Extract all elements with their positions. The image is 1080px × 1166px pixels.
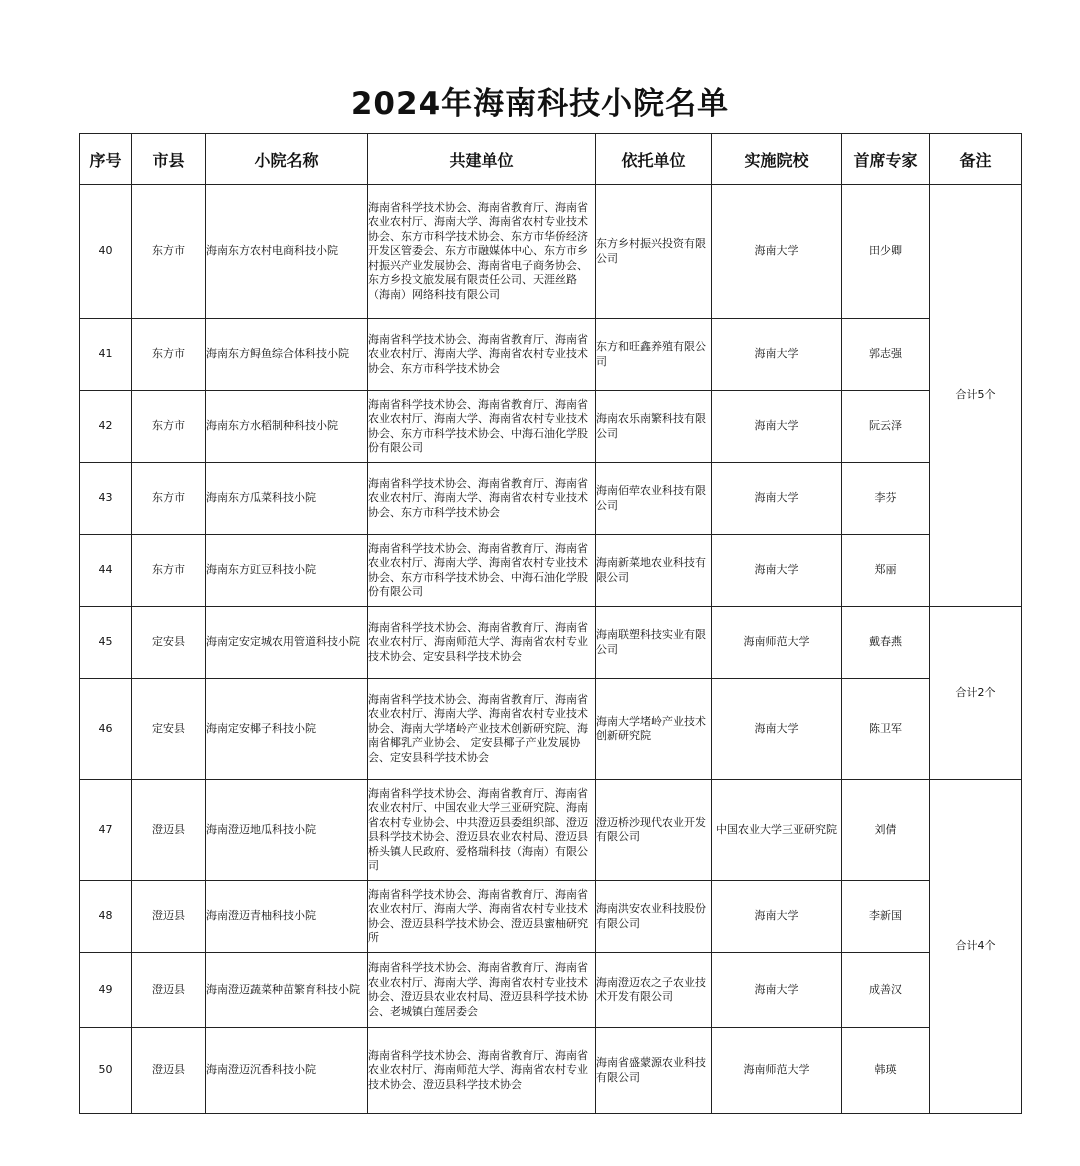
cell-partners: 海南省科学技术协会、海南省教育厅、海南省农业农村厅、海南师范大学、海南省农村专业技术协会、澄迈县科学技术协会 xyxy=(368,1028,596,1114)
cell-name: 海南澄迈青柚科技小院 xyxy=(206,881,368,953)
cell-school: 中国农业大学三亚研究院 xyxy=(712,780,842,881)
cell-no: 49 xyxy=(80,953,132,1028)
cell-county: 东方市 xyxy=(132,391,206,463)
cell-remark: 合计5个 xyxy=(930,185,1022,607)
cell-name: 海南东方豇豆科技小院 xyxy=(206,535,368,607)
cell-partners: 海南省科学技术协会、海南省教育厅、海南省农业农村厅、海南师范大学、海南省农村专业技术协会、定安县科学技术协会 xyxy=(368,607,596,679)
cell-expert: 陈卫军 xyxy=(842,679,930,780)
cell-partners: 海南省科学技术协会、海南省教育厅、海南省农业农村厅、海南大学、海南省农村专业技术协会、东方市科学技术协会、中海石油化学股份有限公司 xyxy=(368,391,596,463)
cell-county: 澄迈县 xyxy=(132,780,206,881)
cell-partners: 海南省科学技术协会、海南省教育厅、海南省农业农村厅、海南大学、海南省农村专业技术协会、东方市科学技术协会、中海石油化学股份有限公司 xyxy=(368,535,596,607)
cell-host: 海南新菜地农业科技有限公司 xyxy=(596,535,712,607)
cell-host: 海南佰荦农业科技有限公司 xyxy=(596,463,712,535)
cell-county: 澄迈县 xyxy=(132,881,206,953)
cell-no: 40 xyxy=(80,185,132,319)
cell-no: 41 xyxy=(80,319,132,391)
cell-partners: 海南省科学技术协会、海南省教育厅、海南省农业农村厅、海南大学、海南省农村专业技术协会、东方市科学技术协会、东方市华侨经济开发区管委会、东方市融媒体中心、东方市乡村振兴产业发展协会、海南省电子商务协会、东方乡投文旅发展有限责任公司、天涯丝路（海南）网络科技有限公司 xyxy=(368,185,596,319)
cell-school: 海南大学 xyxy=(712,679,842,780)
table-row xyxy=(80,185,1022,319)
cell-expert: 刘倩 xyxy=(842,780,930,881)
header-expert: 首席专家 xyxy=(842,134,930,185)
table-row xyxy=(80,607,1022,679)
cell-partners: 海南省科学技术协会、海南省教育厅、海南省农业农村厅、海南大学、海南省农村专业技术协会、海南大学堵岭产业技术创新研究院、海南省椰乳产业协会、 定安县椰子产业发展协会、定安县科学技术协会 xyxy=(368,679,596,780)
cell-no: 45 xyxy=(80,607,132,679)
cell-school: 海南大学 xyxy=(712,319,842,391)
table-row xyxy=(80,1028,1022,1114)
cell-county: 东方市 xyxy=(132,463,206,535)
cell-county: 东方市 xyxy=(132,319,206,391)
cell-no: 42 xyxy=(80,391,132,463)
header-name: 小院名称 xyxy=(206,134,368,185)
cell-county: 定安县 xyxy=(132,679,206,780)
header-county: 市县 xyxy=(132,134,206,185)
header-remark: 备注 xyxy=(930,134,1022,185)
cell-school: 海南大学 xyxy=(712,535,842,607)
cell-name: 海南东方农村电商科技小院 xyxy=(206,185,368,319)
cell-partners: 海南省科学技术协会、海南省教育厅、海南省农业农村厅、海南大学、海南省农村专业技术协会、东方市科学技术协会 xyxy=(368,463,596,535)
cell-no: 43 xyxy=(80,463,132,535)
cell-school: 海南大学 xyxy=(712,391,842,463)
table-row xyxy=(80,391,1022,463)
cell-county: 澄迈县 xyxy=(132,1028,206,1114)
cell-host: 海南洪安农业科技股份有限公司 xyxy=(596,881,712,953)
cell-name: 海南澄迈沉香科技小院 xyxy=(206,1028,368,1114)
cell-county: 澄迈县 xyxy=(132,953,206,1028)
header-school: 实施院校 xyxy=(712,134,842,185)
cell-host: 海南省盛蒙源农业科技有限公司 xyxy=(596,1028,712,1114)
cell-host: 东方和旺鑫养殖有限公司 xyxy=(596,319,712,391)
cell-expert: 戴春燕 xyxy=(842,607,930,679)
cell-partners: 海南省科学技术协会、海南省教育厅、海南省农业农村厅、海南大学、海南省农村专业技术协会、东方市科学技术协会 xyxy=(368,319,596,391)
header-row xyxy=(80,134,1022,185)
cell-expert: 成善汉 xyxy=(842,953,930,1028)
cell-expert: 李芬 xyxy=(842,463,930,535)
cell-school: 海南师范大学 xyxy=(712,607,842,679)
cell-name: 海南定安定城农用管道科技小院 xyxy=(206,607,368,679)
header-no: 序号 xyxy=(80,134,132,185)
cell-no: 44 xyxy=(80,535,132,607)
cell-expert: 阮云泽 xyxy=(842,391,930,463)
header-host: 依托单位 xyxy=(596,134,712,185)
cell-name: 海南澄迈蔬菜种苗繁育科技小院 xyxy=(206,953,368,1028)
cell-no: 47 xyxy=(80,780,132,881)
cell-school: 海南大学 xyxy=(712,953,842,1028)
cell-name: 海南东方瓜菜科技小院 xyxy=(206,463,368,535)
cell-county: 东方市 xyxy=(132,185,206,319)
cell-name: 海南东方水稻制种科技小院 xyxy=(206,391,368,463)
cell-host: 澄迈桥沙现代农业开发有限公司 xyxy=(596,780,712,881)
cell-expert: 郭志强 xyxy=(842,319,930,391)
cell-host: 海南农乐南繁科技有限公司 xyxy=(596,391,712,463)
cell-partners: 海南省科学技术协会、海南省教育厅、海南省农业农村厅、海南大学、海南省农村专业技术协会、澄迈县农业农村局、澄迈县科学技术协会、老城镇白莲居委会 xyxy=(368,953,596,1028)
table-row xyxy=(80,463,1022,535)
cell-expert: 韩瑛 xyxy=(842,1028,930,1114)
cell-name: 海南东方鲟鱼综合体科技小院 xyxy=(206,319,368,391)
cell-school: 海南大学 xyxy=(712,185,842,319)
cell-partners: 海南省科学技术协会、海南省教育厅、海南省农业农村厅、海南大学、海南省农村专业技术协会、澄迈县科学技术协会、澄迈县蜜柚研究所 xyxy=(368,881,596,953)
table-row xyxy=(80,953,1022,1028)
cell-no: 50 xyxy=(80,1028,132,1114)
table-row xyxy=(80,679,1022,780)
cell-remark: 合计4个 xyxy=(930,780,1022,1114)
page-title: 2024年海南科技小院名单 xyxy=(350,86,730,122)
cell-name: 海南澄迈地瓜科技小院 xyxy=(206,780,368,881)
cell-expert: 李新国 xyxy=(842,881,930,953)
cell-no: 46 xyxy=(80,679,132,780)
cell-host: 东方乡村振兴投资有限公司 xyxy=(596,185,712,319)
cell-county: 东方市 xyxy=(132,535,206,607)
cell-expert: 郑丽 xyxy=(842,535,930,607)
cell-county: 定安县 xyxy=(132,607,206,679)
cell-school: 海南师范大学 xyxy=(712,1028,842,1114)
cell-remark: 合计2个 xyxy=(930,607,1022,780)
cell-partners: 海南省科学技术协会、海南省教育厅、海南省农业农村厅、中国农业大学三亚研究院、海南省农村专业协会、中共澄迈县委组织部、澄迈县科学技术协会、澄迈县农业农村局、澄迈县桥头镇人民政府、爱格瑞科技（海南）有限公司 xyxy=(368,780,596,881)
table-row xyxy=(80,780,1022,881)
header-partners: 共建单位 xyxy=(368,134,596,185)
table-row xyxy=(80,319,1022,391)
table-row xyxy=(80,881,1022,953)
cell-host: 海南澄迈农之子农业技术开发有限公司 xyxy=(596,953,712,1028)
roster-table xyxy=(79,133,1022,1114)
cell-name: 海南定安椰子科技小院 xyxy=(206,679,368,780)
cell-school: 海南大学 xyxy=(712,463,842,535)
cell-school: 海南大学 xyxy=(712,881,842,953)
cell-no: 48 xyxy=(80,881,132,953)
cell-host: 海南大学堵岭产业技术创新研究院 xyxy=(596,679,712,780)
cell-host: 海南联塑科技实业有限公司 xyxy=(596,607,712,679)
cell-expert: 田少卿 xyxy=(842,185,930,319)
table-row xyxy=(80,535,1022,607)
